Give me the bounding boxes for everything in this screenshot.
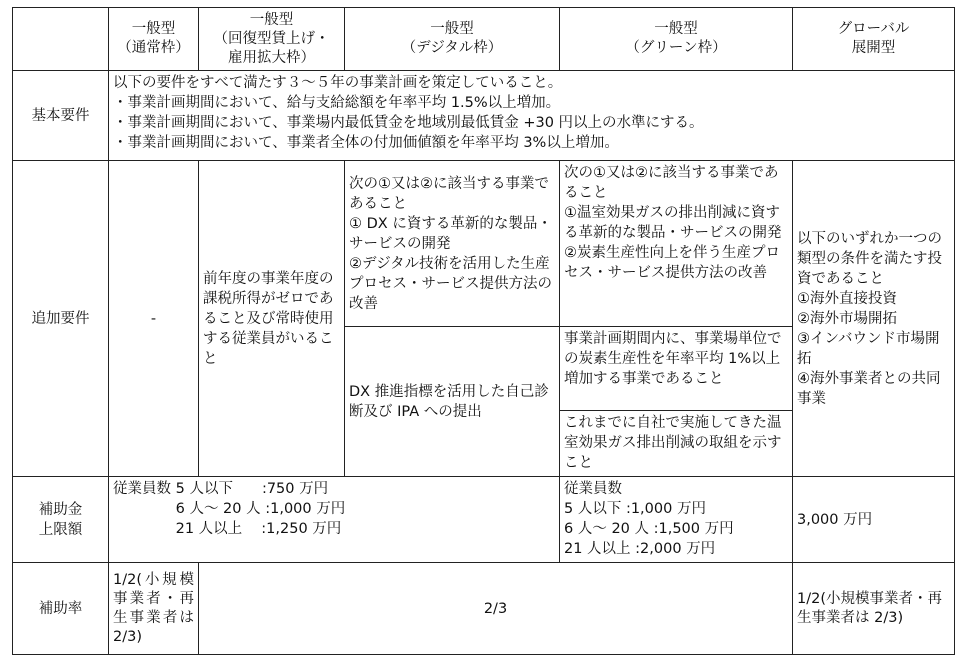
- subsidy-rate-global: 1/2(小規模事業者・再生事業者は 2/3): [793, 563, 955, 655]
- header-global: グローバル 展開型: [793, 8, 955, 71]
- basic-requirements-row: [13, 71, 955, 161]
- header-row: [13, 8, 955, 71]
- subsidy-rate-row: [13, 563, 955, 655]
- subsidy-limit-label: 補助金 上限額: [13, 477, 109, 563]
- header-general-normal: 一般型 （通常枠）: [109, 8, 199, 71]
- additional-digital-bottom: DX 推進指標を活用した自己診断及び IPA への提出: [345, 327, 560, 477]
- subsidy-rate-label: 補助率: [13, 563, 109, 655]
- additional-recovery: 前年度の事業年度の課税所得がゼロであること及び常時使用する従業員がいること: [199, 161, 345, 477]
- corner-cell: [13, 8, 109, 71]
- subsidy-limit-row: [13, 477, 955, 563]
- basic-requirements-text: 以下の要件をすべて満たす３～５年の事業計画を策定していること。 ・事業計画期間において、給与支給総額を年率平均 1.5%以上増加。 ・事業計画期間において、事業場内最低賃金を地域別最低賃金 +30 円以上の水準にする。 ・事業計画期間において、事業者全体の付加価値額を年率平均 3%以上増加。: [109, 71, 955, 161]
- additional-normal: -: [109, 161, 199, 477]
- additional-green-top: 次の①又は②に該当する事業であること ①温室効果ガスの排出削減に資する革新的な製品・サービスの開発 ②炭素生産性向上を伴う生産プロセス・サービス提供方法の改善: [560, 161, 793, 327]
- subsidy-requirements-table: [12, 7, 955, 655]
- header-general-recovery: 一般型 （回復型賃上げ・ 雇用拡大枠）: [199, 8, 345, 71]
- additional-requirements-row: [13, 161, 955, 327]
- additional-requirements-label: 追加要件: [13, 161, 109, 477]
- additional-global: 以下のいずれか一つの類型の条件を満たす投資であること ①海外直接投資 ②海外市場開拓 ③インバウンド市場開拓 ④海外事業者との共同事業: [793, 161, 955, 477]
- header-general-green: 一般型 （グリーン枠）: [560, 8, 793, 71]
- additional-green-mid: 事業計画期間内に、事業場単位での炭素生産性を年率平均 1%以上増加する事業であること: [560, 327, 793, 411]
- additional-green-bottom: これまでに自社で実施してきた温室効果ガス排出削減の取組を示すこと: [560, 411, 793, 477]
- subsidy-limit-green: 従業員数 5 人以下 :1,000 万円 6 人～ 20 人 :1,500 万円 21 人以上 :2,000 万円: [560, 477, 793, 563]
- subsidy-limit-global: 3,000 万円: [793, 477, 955, 563]
- additional-digital-top: 次の①又は②に該当する事業であること ① DX に資する革新的な製品・サービスの開発 ②デジタル技術を活用した生産プロセス・サービス提供方法の改善: [345, 161, 560, 327]
- subsidy-limit-general: 従業員数 5 人以下 :750 万円 6 人～ 20 人 :1,000 万円 21 人以上 :1,250 万円: [109, 477, 560, 563]
- subsidy-rate-normal: 1/2(小規模事業者・再生事業者は 2/3): [109, 563, 199, 655]
- basic-requirements-label: 基本要件: [13, 71, 109, 161]
- header-general-digital: 一般型 （デジタル枠）: [345, 8, 560, 71]
- subsidy-rate-middle: 2/3: [199, 563, 793, 655]
